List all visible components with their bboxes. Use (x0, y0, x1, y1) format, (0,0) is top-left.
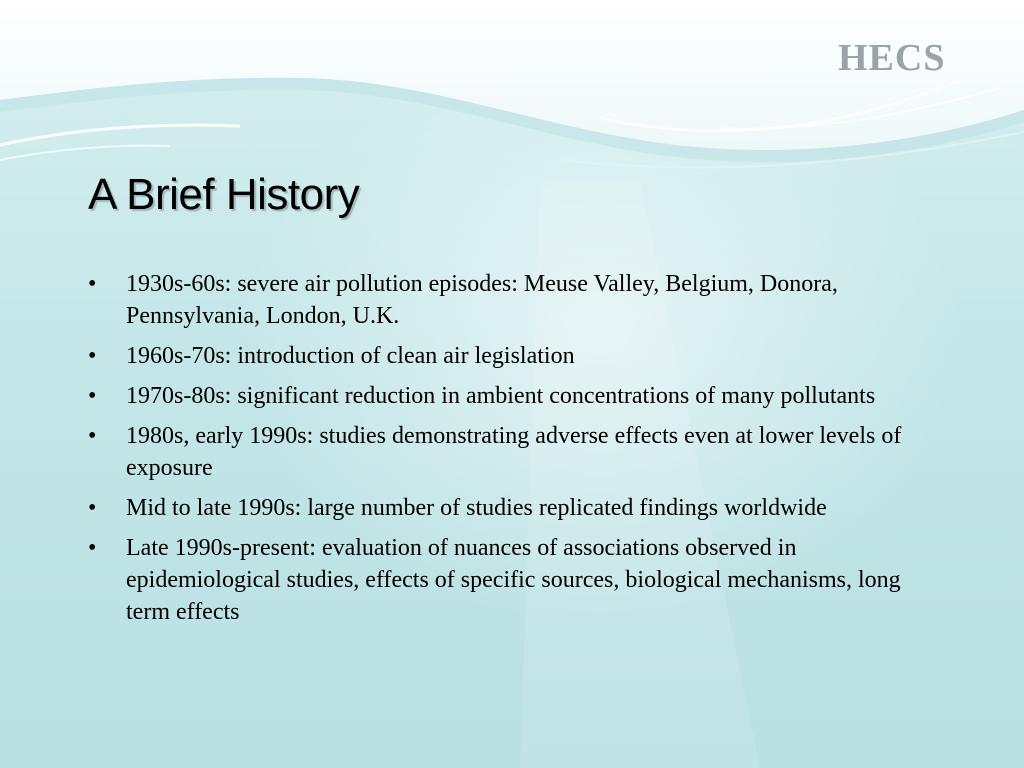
left-swoosh-line-2 (0, 146, 170, 160)
bullet-dot-icon: • (88, 343, 97, 369)
bullet-text: Mid to late 1990s: large number of studies replicated findings worldwide (126, 495, 827, 521)
left-swoosh-line (0, 125, 240, 145)
bullet-text: 1930s-60s: severe air pollution episodes: Meuse Valley, Belgium, Donora, Pennsylvania, London, U.K. (126, 271, 838, 329)
bullet-list (86, 268, 906, 636)
bullet-item (86, 420, 906, 484)
bullet-item (86, 492, 906, 524)
bullet-item (86, 268, 906, 332)
bullet-text: 1960s-70s: introduction of clean air legislation (126, 343, 575, 369)
bullet-item (86, 340, 906, 372)
bullet-dot-icon: • (88, 535, 97, 561)
bullet-dot-icon: • (88, 271, 97, 297)
bullet-item (86, 532, 906, 628)
slide-title: A Brief History (88, 170, 360, 219)
bullet-dot-icon: • (88, 495, 97, 521)
bullet-text: 1970s-80s: significant reduction in ambient concentrations of many pollutants (126, 383, 876, 409)
bullet-text: 1980s, early 1990s: studies demonstrating adverse effects even at lower levels of exposure (126, 423, 902, 481)
hecs-logo: HECS (838, 37, 946, 79)
bullet-dot-icon: • (88, 383, 97, 409)
bullet-text: Late 1990s-present: evaluation of nuances of associations observed in epidemiological studies, effects of specific sources, biological mechanisms, long term effects (126, 535, 901, 625)
bullet-item (86, 380, 906, 412)
bullet-dot-icon: • (88, 423, 97, 449)
